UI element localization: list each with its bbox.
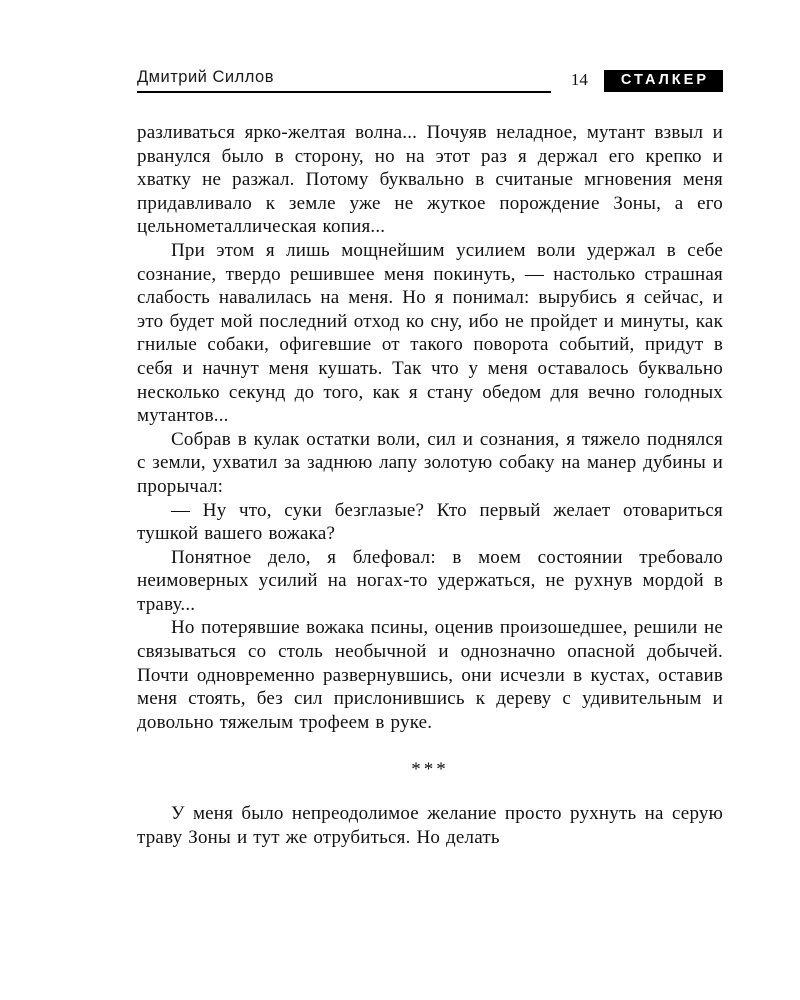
running-header [137, 68, 723, 93]
paragraph: разливаться ярко-желтая волна... Почуяв неладное, мутант взвыл и рванулся было в сторону, но на этот раз я держал его крепко и хватку не разжал. Потому буквально в считаные мгновения меня придавливало к земле уже не жуткое порождение Зоны, а его цельнометаллическая копия... [137, 122, 723, 238]
paragraph: При этом я лишь мощнейшим усилием воли удержал в себе сознание, твердо решившее меня покинуть, — настолько страшная слабость навалилась на меня. Но я понимал: вырубись я сейчас, и это будет мой последний отход ко сну, ибо не пройдет и минуты, как гнилые собаки, офигевшие от такого поворота событий, придут в себя и начнут меня кушать. Так что у меня оставалось буквально несколько секунд до того, как я стану обедом для вечно голодных мутантов... [137, 239, 723, 427]
series-logo: СТАЛКЕР [604, 70, 723, 92]
section-separator: *** [411, 759, 449, 781]
author-rule [137, 68, 551, 93]
author-name: Дмитрий Силлов [137, 68, 275, 86]
paragraph: Собрав в кулак остатки воли, сил и сознания, я тяжело поднялся с земли, ухватил за заднюю лапу золотую собаку на манер дубины и прорычал: [137, 428, 723, 497]
dialogue-paragraph: — Ну что, суки безглазые? Кто первый желает отовариться тушкой вашего вожака? [137, 499, 723, 545]
paragraph: Но потерявшие вожака псины, оценив произошедшее, решили не связываться со столь необычной и однозначно опасной добычей. Почти одновременно развернувшись, они исчезли в кустах, оставив меня стоять, без сил прислонившись к дереву с удивительным и довольно тяжелым трофеем в руке. [137, 617, 723, 733]
page-text [137, 121, 723, 849]
paragraph: Понятное дело, я блефовал: в моем состоянии требовало неимоверных усилий на ногах-то удержаться, не рухнув мордой в траву... [137, 546, 723, 615]
page-number: 14 [570, 70, 588, 89]
paragraph: У меня было непреодолимое желание просто рухнуть на серую траву Зоны и тут же отрубиться. Но делать [137, 803, 723, 848]
